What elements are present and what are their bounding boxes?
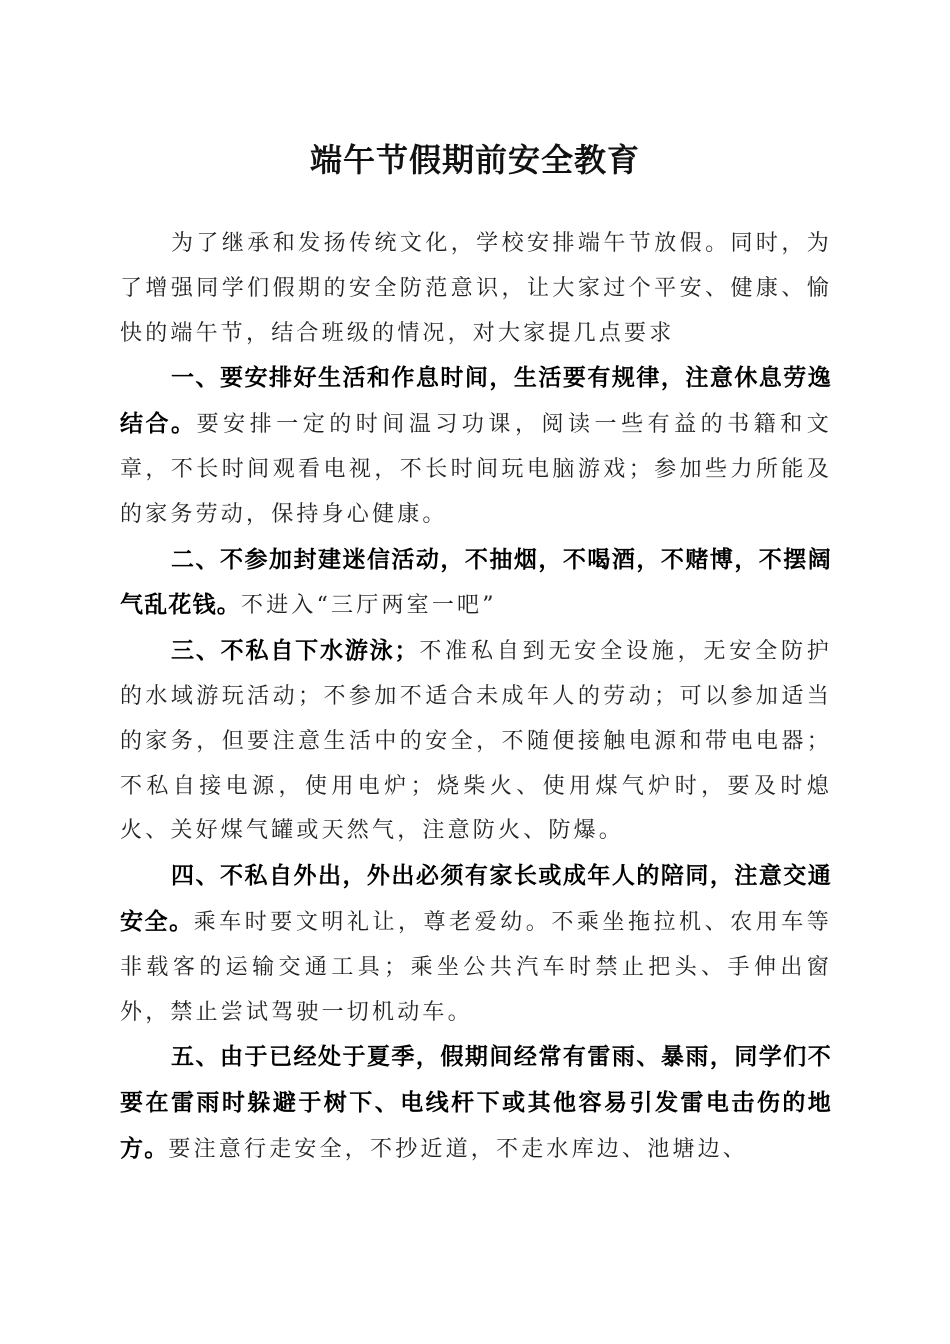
intro-paragraph: 为了继承和发扬传统文化，学校安排端午节放假。同时，为了增强同学们假期的安全防范意识，让大家过个平安、健康、愉快的端午节，结合班级的情况，对大家提几点要求: [120, 231, 832, 346]
requirement-paragraph-1: [120, 356, 832, 537]
requirement-heading-3: 三、不私自下水游泳；: [171, 638, 419, 665]
requirement-heading-1: 一、要安排好生活和作息时间，生活要有规律，注意休息劳逸结合。: [120, 365, 832, 438]
requirement-text-1: 要安排一定的时间温习功课，阅读一些有益的书籍和文章，不长时间观看电视，不长时间玩电脑游戏；参加些力所能及的家务劳动，保持身心健康。: [120, 412, 832, 527]
requirement-heading-5: 五、由于已经处于夏季，假期间经常有雷雨、暴雨，同学们不要在雷雨时躲避于树下、电线杆下或其他容易引发雷电击伤的地方。: [120, 1044, 832, 1162]
document-title: 端午节假期前安全教育: [309, 141, 640, 179]
requirement-heading-2: 二、不参加封建迷信活动，不抽烟，不喝酒，不赌博，不摆阔气乱花钱。: [120, 546, 832, 619]
document-body: [120, 222, 832, 1173]
requirement-paragraph-5: [120, 1035, 832, 1172]
requirement-paragraph-2: [120, 538, 832, 630]
requirement-text-3: 不准私自到无安全设施，无安全防护的水域游玩活动；不参加不适合未成年人的劳动；可以参加适当的家务，但要注意生活中的安全，不随便接触电源和带电电器；不私自接电源，使用电炉；烧柴火、使用煤气炉时，要及时熄火、关好煤气罐或天然气，注意防火、防爆。: [120, 639, 832, 844]
requirement-heading-4: 四、不私自外出，外出必须有家长或成年人的陪同，注意交通安全。: [120, 863, 832, 935]
requirement-paragraph-3: [120, 629, 832, 854]
requirement-text-5: 要注意行走安全，不抄近道，不走水库边、池塘边、: [168, 1136, 749, 1162]
requirement-text-2: 不进入“三厅两室一吧”: [241, 593, 497, 619]
requirement-paragraph-4: [120, 854, 832, 1035]
requirement-text-4: 乘车时要文明礼让，尊老爱幼。不乘坐拖拉机、农用车等非载客的运输交通工具；乘坐公共汽车时禁止把头、手伸出窗外，禁止尝试驾驶一切机动车。: [120, 909, 832, 1025]
